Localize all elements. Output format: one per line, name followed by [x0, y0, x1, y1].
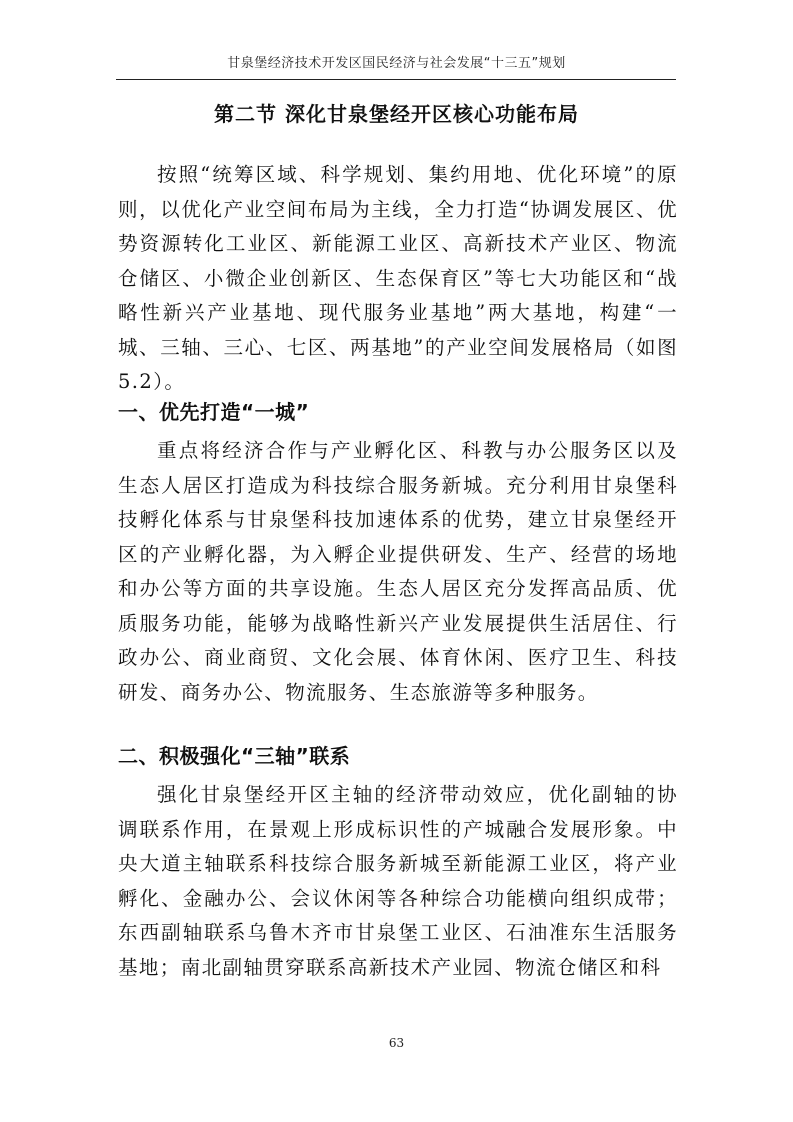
subheading-three-axes: 二、积极强化“三轴”联系 [118, 744, 351, 768]
subheading-one-city: 一、优先打造“一城” [118, 400, 310, 424]
running-header: 甘泉堡经济技术开发区国民经济与社会发展“十三五”规划 [227, 56, 566, 71]
paragraph-intro: 按照“统筹区域、科学规划、集约用地、优化环境”的原则，以优化产业空间布局为主线，全力打造“协调发展区、优势资源转化工业区、新能源工业区、高新技术产业区、物流仓储区、小微企业创新区、生态保育区”等七大功能区和“战略性新兴产业基地、现代服务业基地”两大基地，构建“一城、三轴、三心、七区、两基地”的产业空间发展格局（如图 5.2）。 [118, 163, 678, 393]
paragraph-three-axes: 强化甘泉堡经开区主轴的经济带动效应，优化副轴的协调联系作用，在景观上形成标识性的产城融合发展形象。中央大道主轴联系科技综合服务新城至新能源工业区，将产业孵化、金融办公、会议休闲等各种综合功能横向组织成带；东西副轴联系乌鲁木齐市甘泉堡工业区、石油准东生活服务基地；南北副轴贯穿联系高新技术产业园、物流仓储区和科 [118, 783, 678, 979]
section-title: 第二节 深化甘泉堡经开区核心功能布局 [214, 102, 579, 126]
header-divider [116, 79, 676, 80]
page-number: 63 [388, 1036, 405, 1050]
paragraph-one-city: 重点将经济合作与产业孵化区、科教与办公服务区以及生态人居区打造成为科技综合服务新城。充分利用甘泉堡科技孵化体系与甘泉堡科技加速体系的优势，建立甘泉堡经开区的产业孵化器，为入孵企业提供研发、生产、经营的场地和办公等方面的共享设施。生态人居区充分发挥高品质、优质服务功能，能够为战略性新兴产业发展提供生活居住、行政办公、商业商贸、文化会展、体育休闲、医疗卫生、科技研发、商务办公、物流服务、生态旅游等多种服务。 [118, 439, 678, 704]
